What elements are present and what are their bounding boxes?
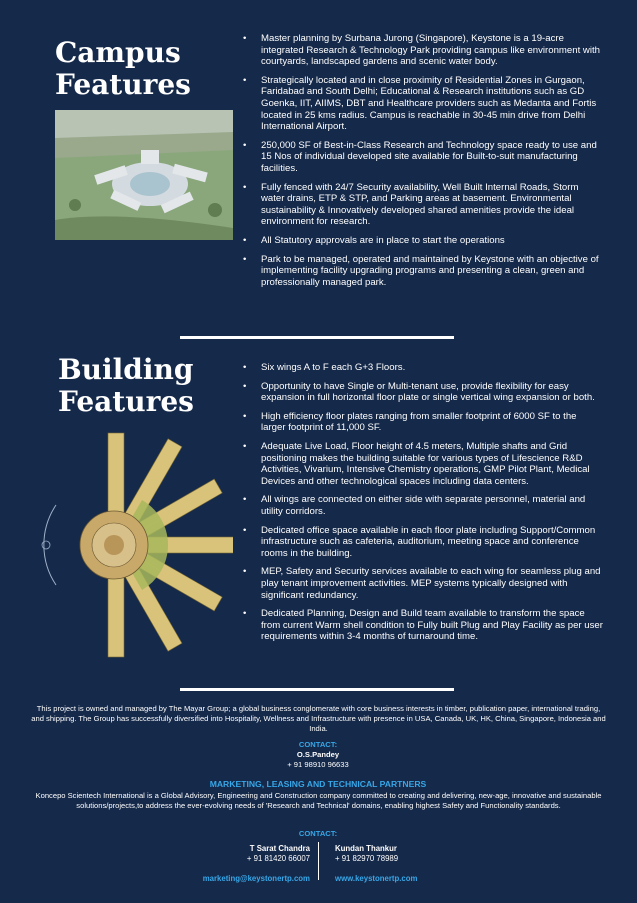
section-divider xyxy=(180,336,454,339)
contact-vertical-divider xyxy=(318,842,319,880)
contact-name: O.S.Pandey xyxy=(296,750,340,759)
list-item: • High efficiency floor plates ranging from smaller footprint of 6000 SF to the larger footprint of 11,000 SF. xyxy=(243,410,577,434)
contact-label: CONTACT: xyxy=(298,740,338,749)
contact-left-phone: + 91 81420 66007 xyxy=(246,854,310,863)
list-item: • All wings are connected on either side with separate personnel, material and utility corridors. xyxy=(243,494,586,517)
building-feature-list xyxy=(243,362,603,650)
contact-phone: + 91 98910 96633 xyxy=(287,760,349,769)
owner-description: This project is owned and managed by The Mayar Group; a global business conglomerate with core business interests in timber, publication paper, international trading, and shipping. The Group has successfully diversified into Hospitality, Wellness and Infrastructure with presence in USA, Canada, UK, HK, China, Singapore, Indonesia and India. xyxy=(31,704,606,733)
contact-label-2: CONTACT: xyxy=(298,829,338,838)
campus-photo-graphic xyxy=(55,110,233,240)
building-title-line2: Features xyxy=(58,385,194,418)
contact-right xyxy=(335,844,475,884)
list-item: • 250,000 SF of Best-in-Class Research and Technology space ready to use and 15 Nos of individual developed site available for Built-to-suit manufacturing facilities. xyxy=(243,139,597,174)
contact-right-name: Kundan Thankur xyxy=(335,844,397,853)
building-features-title xyxy=(58,354,194,418)
list-item: • All Statutory approvals are in place to start the operations xyxy=(243,234,505,246)
footer-divider xyxy=(180,688,454,691)
list-item: • Strategically located and in close proximity of Residential Zones in Gurgaon, Faridabad and South Delhi; Educational & Research institutions such as GD Goenka, IIT, AIIMS, DBT and Healthcare providers such as Medanta and Fortis located in 25 kms radius. Campus is reachable in 30-45 min drive from Delhi International Airport. xyxy=(243,74,597,133)
website-link[interactable]: www.keystonertp.com xyxy=(335,874,418,883)
list-item: • Dedicated office space available in each floor plate including Support/Common infrastructure such as cafeteria, auditorium, meeting space and conference rooms in the building. xyxy=(243,524,596,559)
list-item: • Master planning by Surbana Jurong (Singapore), Keystone is a 19-acre integrated Research & Technology Park providing campus like environment with courtyards, landscaped gardens and scenic water body. xyxy=(243,33,600,68)
campus-features-title xyxy=(55,37,191,101)
partners-description: Koncepo Scientech International is a Global Advisory, Engineering and Construction company committed to creating and delivering, new-age, innovative and sustainable solutions/projects,to address the ever-evolving needs of 'Research and Technical' domains, enabling highest Safety and Functionality standards. xyxy=(35,791,602,810)
partners-heading: MARKETING, LEASING AND TECHNICAL PARTNERS xyxy=(209,779,427,789)
list-item: • Park to be managed, operated and maintained by Keystone with an objective of implementing facility upgrading programs and presenting a clean, green and professionally managed park. xyxy=(243,253,599,288)
campus-aerial-photo xyxy=(55,110,233,240)
contact-left xyxy=(190,844,310,884)
campus-feature-list xyxy=(243,33,603,295)
list-item: • MEP, Safety and Security services available to each wing for seamless plug and play tenant improvement activities. MEP systems typically designed with significant redundancy. xyxy=(243,566,601,601)
list-item: • Dedicated Planning, Design and Build team available to transform the space from current Warm shell condition to Fully built Plug and Play Facility as per user requirements within 3-4 months of turnaround time. xyxy=(243,608,603,643)
building-title-line1: Building xyxy=(58,353,194,386)
contact-right-phone: + 91 82970 78989 xyxy=(335,854,399,863)
list-item: • Six wings A to F each G+3 Floors. xyxy=(243,362,406,373)
campus-title-line1: Campus xyxy=(55,36,181,69)
list-item: • Adequate Live Load, Floor height of 4.5 meters, Multiple shafts and Grid positioning makes the building suitable for various types of Lifescience R&D Activities, Vivarium, Intensive Chemistry operations, GMP Pilot Plant, Medical Devices and other technological spaces including data centers. xyxy=(243,440,590,487)
building-floor-plan xyxy=(38,420,233,670)
contact-left-name: T Sarat Chandra xyxy=(249,844,310,853)
floor-plan-graphic xyxy=(38,420,233,670)
campus-title-line2: Features xyxy=(55,68,191,101)
list-item: • Fully fenced with 24/7 Security availability, Well Built Internal Roads, Storm water drains, ETP & STP, and Parking areas at basement. Environmental sustainability & Innovatively developed shared amenities provide the ideal environment for research. xyxy=(243,181,579,228)
list-item: • Opportunity to have Single or Multi-tenant use, provide flexibility for easy expansion in full horizontal floor plate or single vertical wing expansion or both. xyxy=(243,380,595,404)
contact-email-link[interactable]: marketing@keystonertp.com xyxy=(202,874,310,883)
